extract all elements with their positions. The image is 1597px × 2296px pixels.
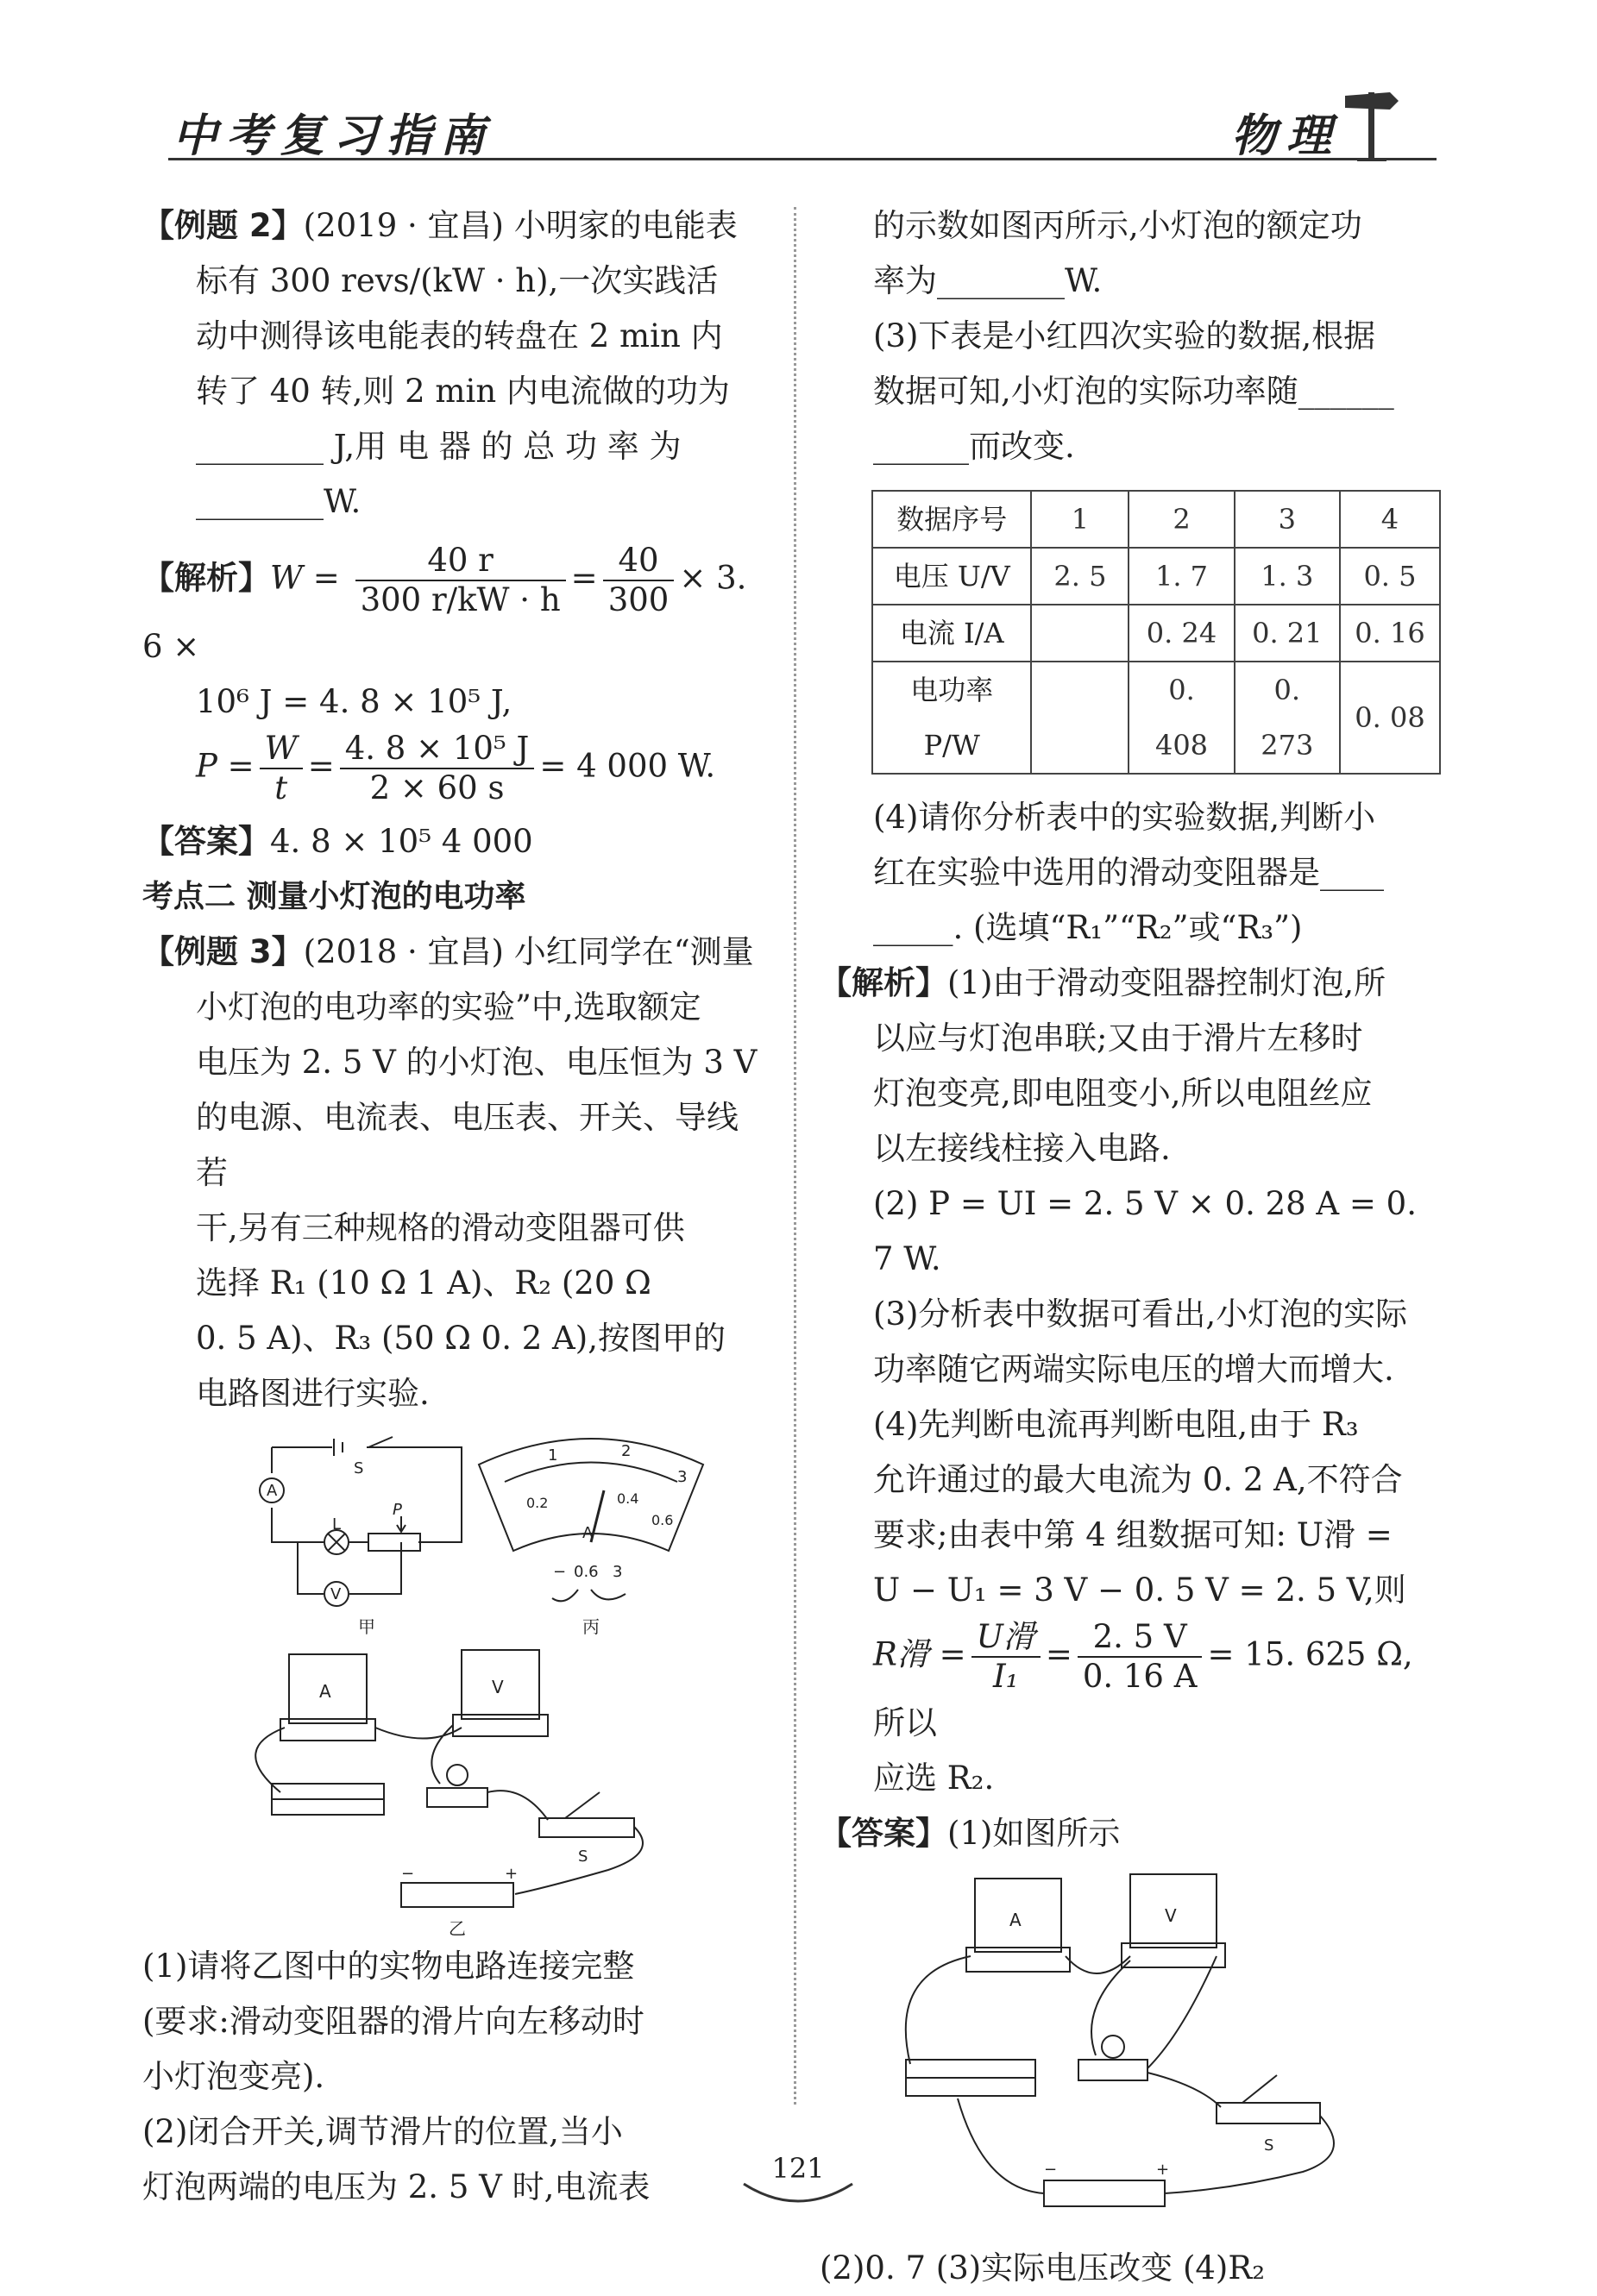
voltmeter-label: V [492, 1677, 504, 1697]
example-2-analysis-w: 【解析】W = $\frac{40 r}{300 r/kW \cdot h}$ = $\frac{40}{300}$ × 3. 6 × [142, 542, 747, 665]
table-header-row [872, 491, 1440, 548]
book-title: 中考复习指南 [173, 110, 494, 162]
analysis-line: 以应与灯泡串联;又由于滑片左移时 [873, 1019, 1363, 1057]
example-2-analysis-p: P = $\frac{W}{t}$ = $\frac{\text{4. 8 × 10⁵ J}}{2 \times 60 s}$ = 4 000 W. [196, 730, 716, 806]
table-cell [1031, 605, 1129, 662]
analysis-tag: 【解析】 [142, 559, 270, 597]
example-2-line-1: 【例题 2】(2019 · 宜昌) 小明家的电能表 [142, 207, 738, 244]
ammeter-dial-bing [479, 1439, 703, 1637]
table-cell: 0. 408 [1129, 662, 1234, 774]
answer-tag: 【答案】 [820, 1815, 947, 1852]
table-cell: 0. 5 [1340, 548, 1440, 605]
fraction: $\frac{W}{t}$ [260, 730, 303, 807]
figure-label-bing: 丙 [582, 1616, 600, 1637]
table-cell: 0. 16 [1340, 605, 1440, 662]
analysis-line: U − U₁ = 3 V − 0. 5 V = 2. 5 V,则 [873, 1571, 1406, 1609]
terminal-3: 3 [613, 1563, 623, 1581]
table-header-cell: 3 [1235, 491, 1340, 548]
answer-battery-minus: − [1044, 2161, 1058, 2179]
slider-label: P [393, 1501, 402, 1519]
page-header [142, 91, 1437, 160]
analysis-line: 以左接线柱接入电路. [873, 1130, 1171, 1167]
example-2-line: 转了 40 转,则 2 min 内电流做的功为 [196, 373, 730, 410]
left-column [142, 198, 764, 2215]
answer-line-1: 【答案】(1)如图所示 [820, 1815, 1121, 1852]
figure-label-jia: 甲 [358, 1616, 375, 1637]
table-row [872, 548, 1440, 605]
fraction: $\frac{40 r}{300 r/kW \cdot h}$ [355, 542, 566, 619]
example-2-line: ________ J,用 电 器 的 总 功 率 为 [196, 428, 682, 465]
terminal-neg: − [553, 1563, 567, 1581]
data-table [871, 490, 1441, 775]
fraction: $\frac{40}{300}$ [603, 542, 675, 619]
circuit-figure [142, 1421, 764, 1939]
answer-ammeter-label: A [1009, 1910, 1022, 1930]
question-line: 率为________W. [873, 262, 1103, 299]
fraction: $\frac{\text{U滑}}{\text{I₁}}$ [971, 1618, 1041, 1696]
table-cell [1031, 662, 1129, 774]
analysis-line: (2) P = UI = 2. 5 V × 0. 28 A = 0. 7 W. [873, 1185, 1417, 1277]
table-cell: 2. 5 [1031, 548, 1129, 605]
example-3-line: 干,另有三种规格的滑动变阻器可供 [196, 1209, 685, 1246]
figure-label-yi: 乙 [449, 1918, 466, 1939]
question-line: 数据可知,小灯泡的实际功率随______ [873, 373, 1394, 410]
analysis-line: 允许通过的最大电流为 0. 2 A,不符合 [873, 1461, 1403, 1498]
circuit-diagram-jia [260, 1437, 462, 1637]
right-column [820, 198, 1441, 2296]
ammeter-symbol-label: A [267, 1482, 278, 1500]
terminal-0.6: 0.6 [574, 1563, 599, 1581]
table-cell: 1. 3 [1235, 548, 1340, 605]
example-3-line: 的电源、电流表、电压表、开关、导线若 [196, 1099, 739, 1191]
subject-title: 物理 [1230, 110, 1342, 162]
analysis-line: 功率随它两端实际电压的增大而增大. [873, 1351, 1394, 1388]
dial-label-1: 1 [548, 1446, 558, 1465]
dial-label-0.2: 0.2 [526, 1495, 549, 1511]
table-cell: 0. 21 [1235, 605, 1340, 662]
signpost-icon [1342, 84, 1402, 161]
example-2-answer: 【答案】4. 8 × 10⁵ 4 000 [142, 823, 533, 860]
question-line: ______而改变. [873, 428, 1075, 465]
dial-label-0.4: 0.4 [617, 1490, 639, 1507]
question-line: _____. (选填“R₁”“R₂”或“R₃”) [873, 909, 1303, 946]
table-header-cell: 2 [1129, 491, 1234, 548]
battery-minus: − [401, 1865, 415, 1883]
fraction: $\frac{2. 5 V}{0. 16 A}$ [1078, 1618, 1203, 1696]
example-3-line: 电压为 2. 5 V 的小灯泡、电压恒为 3 V [196, 1044, 758, 1081]
table-cell: 0. 273 [1235, 662, 1340, 774]
answer-voltmeter-label: V [1165, 1905, 1177, 1926]
answer-circuit-figure [871, 1861, 1389, 2241]
answer-last-line: (2)0. 7 (3)实际电压改变 (4)R₂ [820, 2249, 1266, 2287]
example-2-line: ________W. [196, 483, 362, 520]
page-number-ornament [740, 2175, 856, 2210]
section-title: 考点二 测量小灯泡的电功率 [142, 879, 526, 914]
table-header-cell: 4 [1340, 491, 1440, 548]
dial-label-0.6: 0.6 [651, 1512, 674, 1528]
example-3-line: 电路图进行实验. [196, 1375, 430, 1412]
dial-unit-label: A [582, 1524, 594, 1542]
question-line: (1)请将乙图中的实物电路连接完整 [142, 1948, 635, 1985]
question-line: (4)请你分析表中的实验数据,判断小 [873, 799, 1376, 836]
question-line: 灯泡两端的电压为 2. 5 V 时,电流表 [142, 2168, 651, 2205]
table-row [872, 662, 1440, 774]
voltmeter-symbol-label: V [330, 1585, 342, 1603]
question-line: (3)下表是小红四次实验的数据,根据 [873, 317, 1376, 354]
question-line: 的示数如图丙所示,小灯泡的额定功 [873, 207, 1362, 244]
page-number: 121 [771, 2152, 825, 2185]
analysis-line: (4)先判断电流再判断电阻,由于 R₃ [873, 1406, 1359, 1443]
example-2-tag: 【例题 2】 [142, 207, 304, 244]
header-rule [168, 158, 1437, 160]
analysis-line: 灯泡变亮,即电阻变小,所以电阻丝应 [873, 1075, 1373, 1112]
answer-battery-plus: + [1156, 2161, 1170, 2179]
example-3-tag: 【例题 3】 [142, 933, 304, 970]
example-3-line: 小灯泡的电功率的实验”中,选取额定 [196, 988, 701, 1026]
switch-s-label: S [578, 1847, 588, 1866]
switch-label: S [354, 1459, 364, 1477]
lamp-label: L [332, 1515, 342, 1534]
ammeter-label: A [319, 1681, 331, 1702]
table-cell: 电压 U/V [872, 548, 1031, 605]
table-cell: 0. 24 [1129, 605, 1234, 662]
example-3-line: 0. 5 A)、R₃ (50 Ω 0. 2 A),按图甲的 [196, 1320, 726, 1357]
fraction: $\frac{\text{4. 8 × 10⁵ J}}{2 \times 60 s}$ [340, 730, 535, 807]
example-2-line: 标有 300 revs/(kW · h),一次实践活 [196, 262, 719, 299]
question-line: 小灯泡变亮). [142, 2058, 325, 2095]
example-3-line: 选择 R₁ (10 Ω 1 A)、R₂ (20 Ω [196, 1264, 651, 1302]
column-divider [794, 207, 796, 2105]
dial-label-3: 3 [677, 1468, 688, 1486]
analysis-line: 要求;由表中第 4 组数据可知: U滑 = [873, 1516, 1393, 1553]
analysis-line: (3)分析表中数据可看出,小灯泡的实际 [873, 1295, 1408, 1333]
example-3-line-1: 【例题 3】(2018 · 宜昌) 小红同学在“测量 [142, 933, 754, 970]
example-2-line: 动中测得该电能表的转盘在 2 min 内 [196, 317, 723, 354]
question-line: (2)闭合开关,调节滑片的位置,当小 [142, 2113, 623, 2150]
battery-plus: + [505, 1865, 519, 1883]
answer-tag: 【答案】 [142, 823, 270, 860]
table-cell: 电功率 P/W [872, 662, 1031, 774]
table-cell: 0. 08 [1340, 662, 1440, 774]
analysis-line: 应选 R₂. [873, 1760, 995, 1797]
dial-label-2: 2 [621, 1442, 632, 1460]
table-header-cell: 数据序号 [872, 491, 1031, 548]
answer-switch-label: S [1264, 2136, 1274, 2155]
table-header-cell: 1 [1031, 491, 1129, 548]
table-cell: 1. 7 [1129, 548, 1234, 605]
question-line: (要求:滑动变阻器的滑片向左移动时 [142, 2003, 644, 2040]
table-cell: 电流 I/A [872, 605, 1031, 662]
table-row [872, 605, 1440, 662]
analysis-tag: 【解析】 [820, 964, 947, 1001]
physical-circuit-yi [255, 1650, 643, 1939]
analysis-line-1: 【解析】(1)由于滑动变阻器控制灯泡,所 [820, 964, 1386, 1001]
question-line: 红在实验中选用的滑动变阻器是____ [873, 854, 1384, 891]
analysis-resistance: R滑 = $\frac{\text{U滑}}{\text{I₁}}$ = $\frac{2. 5 V}{0. 16 A}$ = 15. 625 Ω,所以 [873, 1618, 1413, 1741]
example-2-analysis-line: 10⁶ J = 4. 8 × 10⁵ J, [196, 683, 512, 720]
